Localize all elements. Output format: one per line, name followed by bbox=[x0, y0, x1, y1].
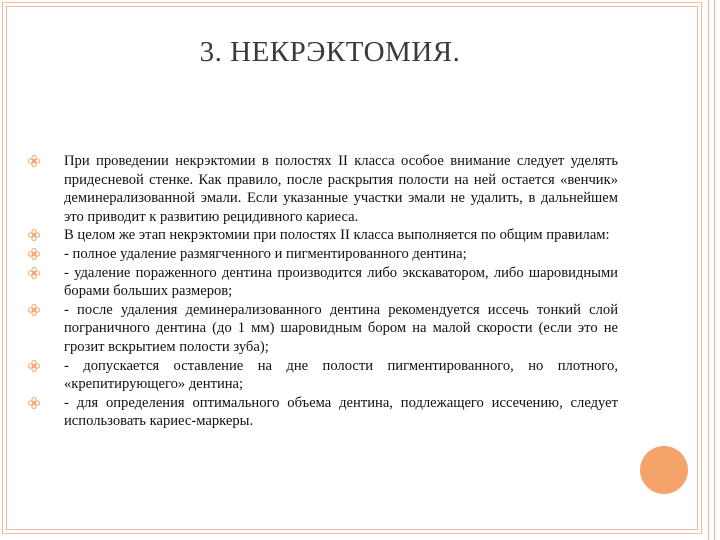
slide-title: 3. НЕКРЭКТОМИЯ. bbox=[199, 36, 461, 68]
frame-right-line bbox=[714, 0, 715, 540]
bullet-text: - полное удаление размягченного и пигментированного дентина; bbox=[64, 245, 467, 262]
flower-bullet-icon bbox=[28, 267, 40, 279]
bullet-item bbox=[28, 152, 618, 226]
bullet-item bbox=[28, 264, 618, 301]
bullet-text: - удаление пораженного дентина производится либо экскаватором, либо шаровидными борами больших размеров; bbox=[64, 264, 618, 300]
bullet-list bbox=[28, 152, 618, 431]
flower-bullet-icon bbox=[28, 248, 40, 260]
flower-bullet-icon bbox=[28, 397, 40, 409]
bullet-item bbox=[28, 394, 618, 431]
bullet-text: - после удаления деминерализованного дентина рекомендуется иссечь тонкий слой пограничного дентина (до 1 мм) шаровидным бором на малой скорости (если это не грозит вскрытием полости зуба); bbox=[64, 301, 618, 355]
slide-content bbox=[28, 152, 618, 431]
bullet-text: При проведении некрэктомии в полостях II класса особое внимание следует уделять придесневой стенке. Как правило, после раскрытия полости на ней остается «венчик» деминерализованной эмали. Если указанные участки эмали не удалить, в дальнейшем это приводит к развитию рецидивного кариеса. bbox=[64, 153, 618, 225]
bullet-item bbox=[28, 245, 618, 264]
bullet-text: В целом же этап некрэктомии при полостях II класса выполняется по общим правилам: bbox=[64, 227, 610, 244]
bullet-item bbox=[28, 301, 618, 357]
flower-bullet-icon bbox=[28, 229, 40, 241]
bullet-item bbox=[28, 357, 618, 394]
bullet-item bbox=[28, 226, 618, 245]
flower-bullet-icon bbox=[28, 360, 40, 372]
bullet-text: - допускается оставление на дне полости пигментированного, но плотного, «крепитирующего» дентина; bbox=[64, 357, 618, 393]
flower-bullet-icon bbox=[28, 155, 40, 167]
bullet-text: - для определения оптимального объема дентина, подлежащего иссечению, следует использовать кариес-маркеры. bbox=[64, 394, 618, 430]
decorative-circle bbox=[640, 446, 688, 494]
flower-bullet-icon bbox=[28, 304, 40, 316]
frame-right-line bbox=[708, 0, 709, 540]
